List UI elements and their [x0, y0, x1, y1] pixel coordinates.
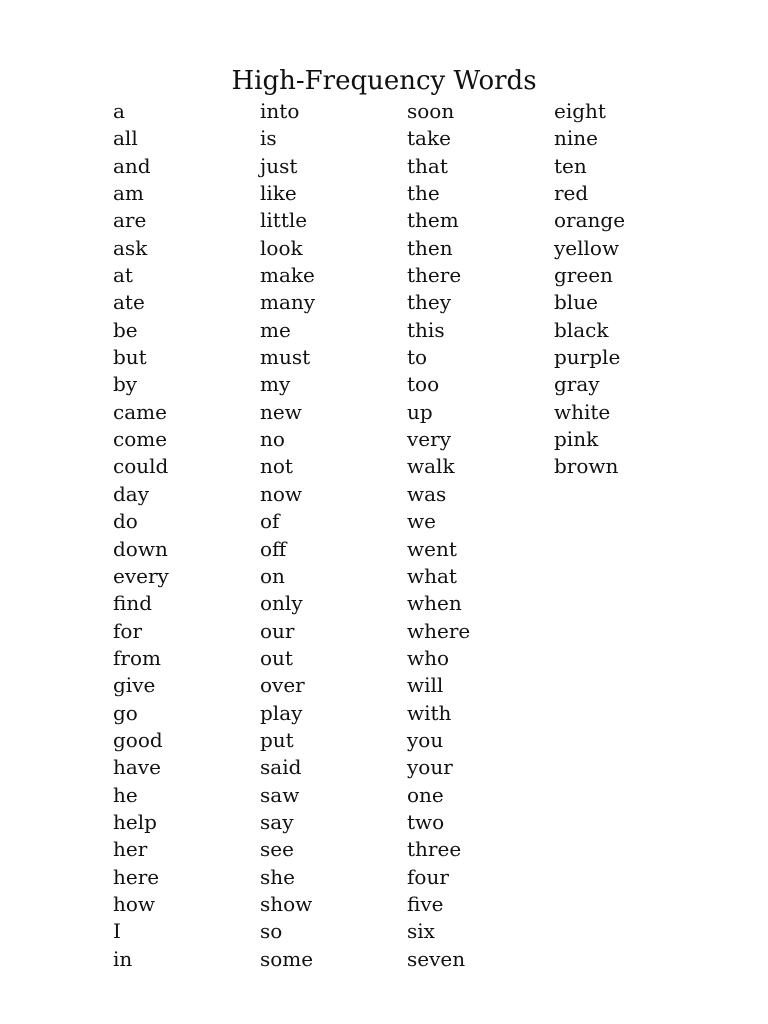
word-item: come — [113, 427, 168, 452]
word-item: off — [260, 536, 287, 561]
word-item: ten — [554, 153, 587, 178]
word-item: here — [113, 864, 160, 889]
word-item: they — [407, 290, 452, 315]
word-item: not — [260, 454, 293, 479]
word-item: too — [407, 372, 440, 397]
word-item: do — [113, 509, 138, 534]
word-item: came — [113, 399, 167, 424]
word-item: me — [260, 317, 291, 342]
word-item: like — [260, 181, 297, 206]
word-item: blue — [554, 290, 598, 315]
word-item: say — [260, 809, 294, 834]
word-item: eight — [554, 99, 606, 123]
word-item: six — [407, 919, 435, 944]
word-item: walk — [407, 454, 455, 479]
word-item: what — [407, 563, 457, 588]
word-item: went — [407, 536, 457, 561]
word-item: I — [113, 919, 121, 944]
word-item: by — [113, 372, 138, 397]
word-item: in — [113, 946, 133, 971]
word-item: day — [113, 481, 150, 506]
word-item: at — [113, 263, 133, 288]
word-item: said — [260, 755, 302, 780]
word-item: help — [113, 809, 157, 834]
word-item: four — [407, 864, 449, 889]
word-item: could — [113, 454, 169, 479]
word-item: yellow — [554, 235, 620, 260]
word-item: show — [260, 891, 313, 916]
word-item: so — [260, 919, 283, 944]
word-item: black — [554, 317, 609, 342]
word-column-4 — [554, 98, 625, 481]
word-item: we — [407, 509, 436, 534]
word-item: are — [113, 208, 147, 233]
word-item: find — [113, 591, 153, 616]
word-item: no — [260, 427, 285, 452]
word-item: her — [113, 837, 148, 862]
word-item: white — [554, 399, 611, 424]
word-item: how — [113, 891, 156, 916]
word-item: two — [407, 809, 445, 834]
word-item: green — [554, 263, 613, 288]
word-item: saw — [260, 782, 300, 807]
word-item: our — [260, 618, 295, 643]
word-item: a — [113, 99, 125, 123]
word-item: go — [113, 700, 138, 725]
word-item: three — [407, 837, 462, 862]
word-item: from — [113, 645, 161, 670]
word-item: was — [407, 481, 447, 506]
word-item: with — [407, 700, 452, 725]
word-item: then — [407, 235, 453, 260]
word-item: to — [407, 345, 428, 370]
word-item: am — [113, 181, 144, 206]
word-item: one — [407, 782, 444, 807]
word-item: only — [260, 591, 303, 616]
word-item: when — [407, 591, 462, 616]
word-item: of — [260, 509, 280, 534]
word-item: have — [113, 755, 161, 780]
word-item: five — [407, 891, 444, 916]
word-item: down — [113, 536, 168, 561]
word-item: up — [407, 399, 433, 424]
word-item: nine — [554, 126, 598, 151]
word-item: every — [113, 563, 169, 588]
word-item: into — [260, 99, 300, 123]
word-item: where — [407, 618, 471, 643]
word-item: he — [113, 782, 138, 807]
word-column-2 — [260, 98, 315, 973]
word-column-3 — [407, 98, 470, 973]
word-item: you — [407, 727, 444, 752]
word-item: put — [260, 727, 294, 752]
word-item: them — [407, 208, 459, 233]
word-item: this — [407, 317, 445, 342]
word-item: purple — [554, 345, 621, 370]
word-item: make — [260, 263, 315, 288]
word-item: and — [113, 153, 151, 178]
word-item: all — [113, 126, 138, 151]
word-item: there — [407, 263, 462, 288]
word-item: for — [113, 618, 143, 643]
word-item: my — [260, 372, 291, 397]
word-item: some — [260, 946, 314, 971]
word-item: just — [260, 153, 298, 178]
word-item: must — [260, 345, 311, 370]
word-item: little — [260, 208, 308, 233]
word-item: now — [260, 481, 303, 506]
word-item: play — [260, 700, 303, 725]
word-item: new — [260, 399, 302, 424]
word-item: ate — [113, 290, 145, 315]
word-item: see — [260, 837, 294, 862]
word-item: be — [113, 317, 138, 342]
word-item: but — [113, 345, 147, 370]
word-item: will — [407, 673, 444, 698]
word-item: give — [113, 673, 156, 698]
word-item: very — [407, 427, 451, 452]
word-item: on — [260, 563, 285, 588]
word-item: that — [407, 153, 448, 178]
word-item: over — [260, 673, 305, 698]
word-item: good — [113, 727, 163, 752]
word-item: the — [407, 181, 440, 206]
word-item: who — [407, 645, 450, 670]
word-item: soon — [407, 99, 455, 123]
word-item: take — [407, 126, 451, 151]
word-item: pink — [554, 427, 599, 452]
word-item: she — [260, 864, 295, 889]
word-item: orange — [554, 208, 626, 233]
word-item: out — [260, 645, 293, 670]
page-title: High-Frequency Words — [231, 66, 537, 97]
word-item: red — [554, 181, 589, 206]
word-item: is — [260, 126, 277, 151]
word-item: look — [260, 235, 303, 260]
word-item: gray — [554, 372, 600, 397]
word-item: your — [407, 755, 453, 780]
word-item: seven — [407, 946, 466, 971]
word-column-1 — [113, 98, 169, 973]
word-item: many — [260, 290, 316, 315]
word-item: ask — [113, 235, 148, 260]
word-item: brown — [554, 454, 619, 479]
